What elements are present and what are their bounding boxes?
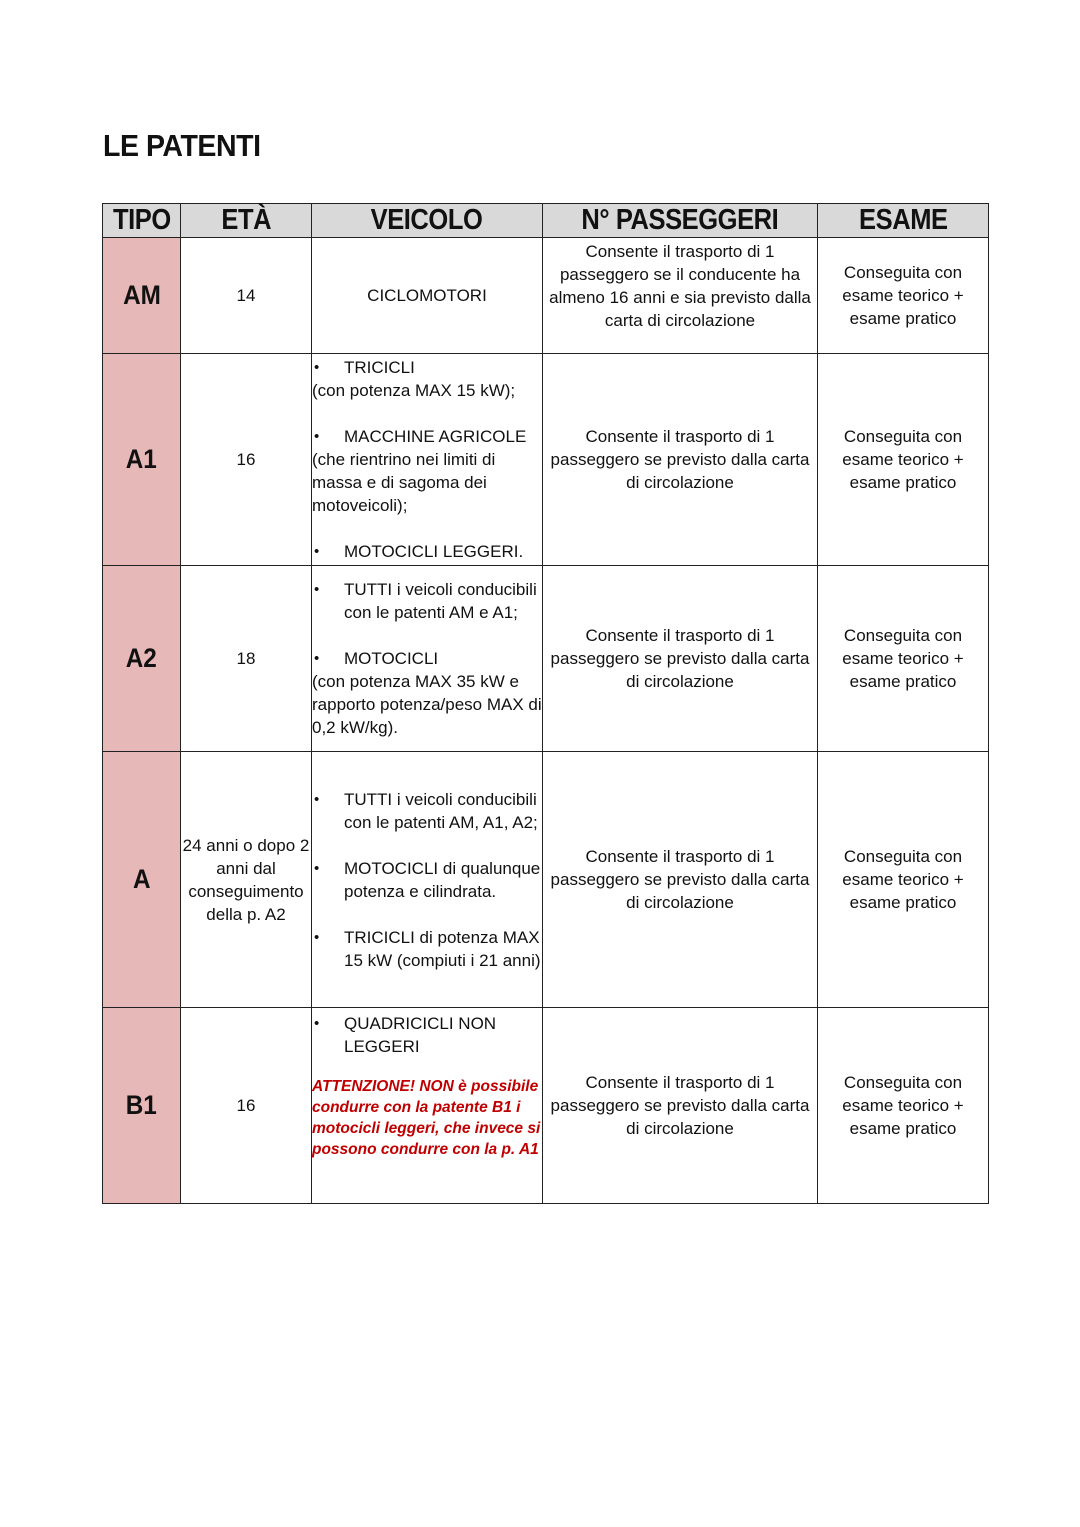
eta-cell: 14 bbox=[181, 238, 312, 354]
header-eta: ETÀ bbox=[181, 204, 312, 238]
passeggeri-cell: Consente il trasporto di 1 passeggero se previsto dalla carta di circolazione bbox=[543, 752, 818, 1008]
list-item-note: (che rientrino nei limiti di massa e di sagoma dei motoveicoli); bbox=[312, 450, 496, 515]
list-item: • MOTOCICLI di qualunque potenza e cilindrata. bbox=[312, 857, 542, 903]
table-row-a bbox=[103, 752, 989, 1008]
tipo-cell: AM bbox=[103, 238, 181, 354]
eta-cell: 24 anni o dopo 2 anni dal conseguimento della p. A2 bbox=[181, 752, 312, 1008]
list-item: • TRICICLI di potenza MAX 15 kW (compiuti i 21 anni) bbox=[312, 926, 542, 972]
veicolo-cell bbox=[312, 238, 543, 354]
eta-cell: 16 bbox=[181, 354, 312, 566]
table-row-a1 bbox=[103, 354, 989, 566]
passeggeri-cell: Consente il trasporto di 1 passeggero se previsto dalla carta di circolazione bbox=[543, 566, 818, 752]
veicolo-cell bbox=[312, 752, 543, 1008]
table-row-a2 bbox=[103, 566, 989, 752]
list-item: • TRICICLI bbox=[312, 356, 542, 379]
patenti-table bbox=[102, 203, 989, 1204]
list-item: • MOTOCICLI LEGGERI. bbox=[312, 540, 542, 563]
header-veicolo: VEICOLO bbox=[312, 204, 543, 238]
passeggeri-cell: Consente il trasporto di 1 passeggero se il conducente ha almeno 16 anni e sia previsto dalla carta di circolazione bbox=[543, 238, 818, 354]
list-item: • QUADRICICLI NON LEGGERI bbox=[312, 1012, 542, 1058]
passeggeri-cell: Consente il trasporto di 1 passeggero se previsto dalla carta di circolazione bbox=[543, 1008, 818, 1204]
esame-cell: Conseguita con esame teorico + esame pratico bbox=[818, 238, 989, 354]
tipo-cell: A bbox=[103, 752, 181, 1008]
page-title: LE PATENTI bbox=[103, 128, 261, 163]
esame-cell: Conseguita con esame teorico + esame pratico bbox=[818, 566, 989, 752]
list-item: • MOTOCICLI bbox=[312, 647, 542, 670]
tipo-cell: B1 bbox=[103, 1008, 181, 1204]
passeggeri-cell: Consente il trasporto di 1 passeggero se previsto dalla carta di circolazione bbox=[543, 354, 818, 566]
esame-cell: Conseguita con esame teorico + esame pratico bbox=[818, 752, 989, 1008]
list-item-note: (con potenza MAX 35 kW e rapporto potenza/peso MAX di 0,2 kW/kg). bbox=[312, 672, 542, 737]
header-esame: ESAME bbox=[818, 204, 989, 238]
esame-cell: Conseguita con esame teorico + esame pratico bbox=[818, 354, 989, 566]
tipo-cell: A2 bbox=[103, 566, 181, 752]
list-item: • MACCHINE AGRICOLE bbox=[312, 425, 542, 448]
list-item: • TUTTI i veicoli conducibili con le patenti AM e A1; bbox=[312, 578, 542, 624]
eta-cell: 18 bbox=[181, 566, 312, 752]
veicolo-cell bbox=[312, 1008, 543, 1204]
header-tipo: TIPO bbox=[103, 204, 181, 238]
warning-note: ATTENZIONE! NON è possibile condurre con la patente B1 i motocicli leggeri, che invece si possono condurre con la p. A1 bbox=[312, 1078, 541, 1158]
table-row-am bbox=[103, 238, 989, 354]
header-passeggeri: N° PASSEGGERI bbox=[543, 204, 818, 238]
header-row bbox=[103, 204, 989, 238]
veicolo-text: CICLOMOTORI bbox=[367, 286, 487, 305]
veicolo-cell bbox=[312, 354, 543, 566]
list-item-note: (con potenza MAX 15 kW); bbox=[312, 381, 516, 400]
tipo-cell: A1 bbox=[103, 354, 181, 566]
list-item: • TUTTI i veicoli conducibili con le patenti AM, A1, A2; bbox=[312, 788, 542, 834]
table-row-b1 bbox=[103, 1008, 989, 1204]
veicolo-cell bbox=[312, 566, 543, 752]
esame-cell: Conseguita con esame teorico + esame pratico bbox=[818, 1008, 989, 1204]
eta-cell: 16 bbox=[181, 1008, 312, 1204]
